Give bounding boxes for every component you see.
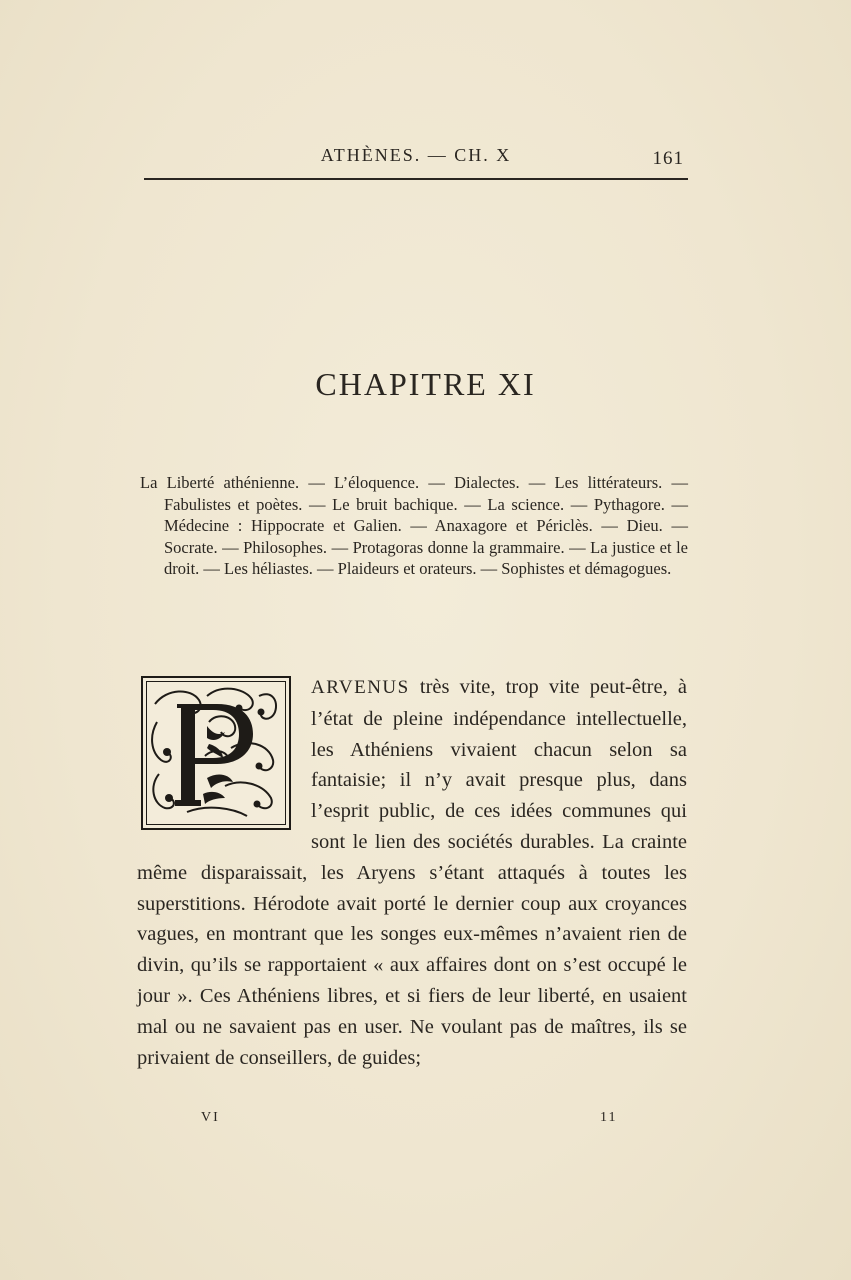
body-paragraph	[137, 672, 687, 1073]
chapter-title: CHAPITRE XI	[315, 366, 536, 402]
running-title: ATHÈNES. — CH. X	[320, 145, 512, 165]
ornamental-initial-letter-p	[147, 682, 285, 824]
page-number: 161	[652, 148, 684, 169]
header-rule	[144, 178, 688, 180]
signature-mark-right: 11	[600, 1110, 618, 1125]
signature-mark-left: VI	[201, 1110, 220, 1125]
opening-word: ARVENUS	[311, 677, 410, 698]
chapter-summary: La Liberté athénienne. — L’éloquence. — Dialectes. — Les littérateurs. — Fabulistes et poètes. — Le bruit bachique. — La science. — Pythagore. — Médecine : Hippocrate et Galien. — Anaxagore et Périclès. — Dieu. — Socrate. — Philosophes. — Protagoras donne la grammaire. — La justice et le droit. — Les héliastes. — Plaideurs et orateurs. — Sophistes et démagogues.	[140, 473, 688, 579]
running-head	[144, 142, 688, 172]
body-text: très vite, trop vite peut-être, à l’état de pleine indépendance intellectuelle, les Athéniens vivaient chacun selon sa fantaisie; il n’y avait presque plus, dans l’esprit public, de ces idées communes qui sont le lien des sociétés durables. La crainte même disparaissait, les Aryens s’étant attaqués à toutes les superstitions. Hérodote avait porté le dernier coup aux croyances vagues, en montrant que les songes eux-mêmes n’avaient rien de divin, qu’ils se rapportaient « aux affaires dont on s’est occupé le jour ». Ces Athéniens libres, et si fiers de leur liberté, en usaient mal ou ne savaient pas en user. Ne voulant pas de maîtres, ils se privaient de conseillers, de guides;	[137, 676, 687, 1069]
ornamental-initial	[141, 676, 291, 830]
